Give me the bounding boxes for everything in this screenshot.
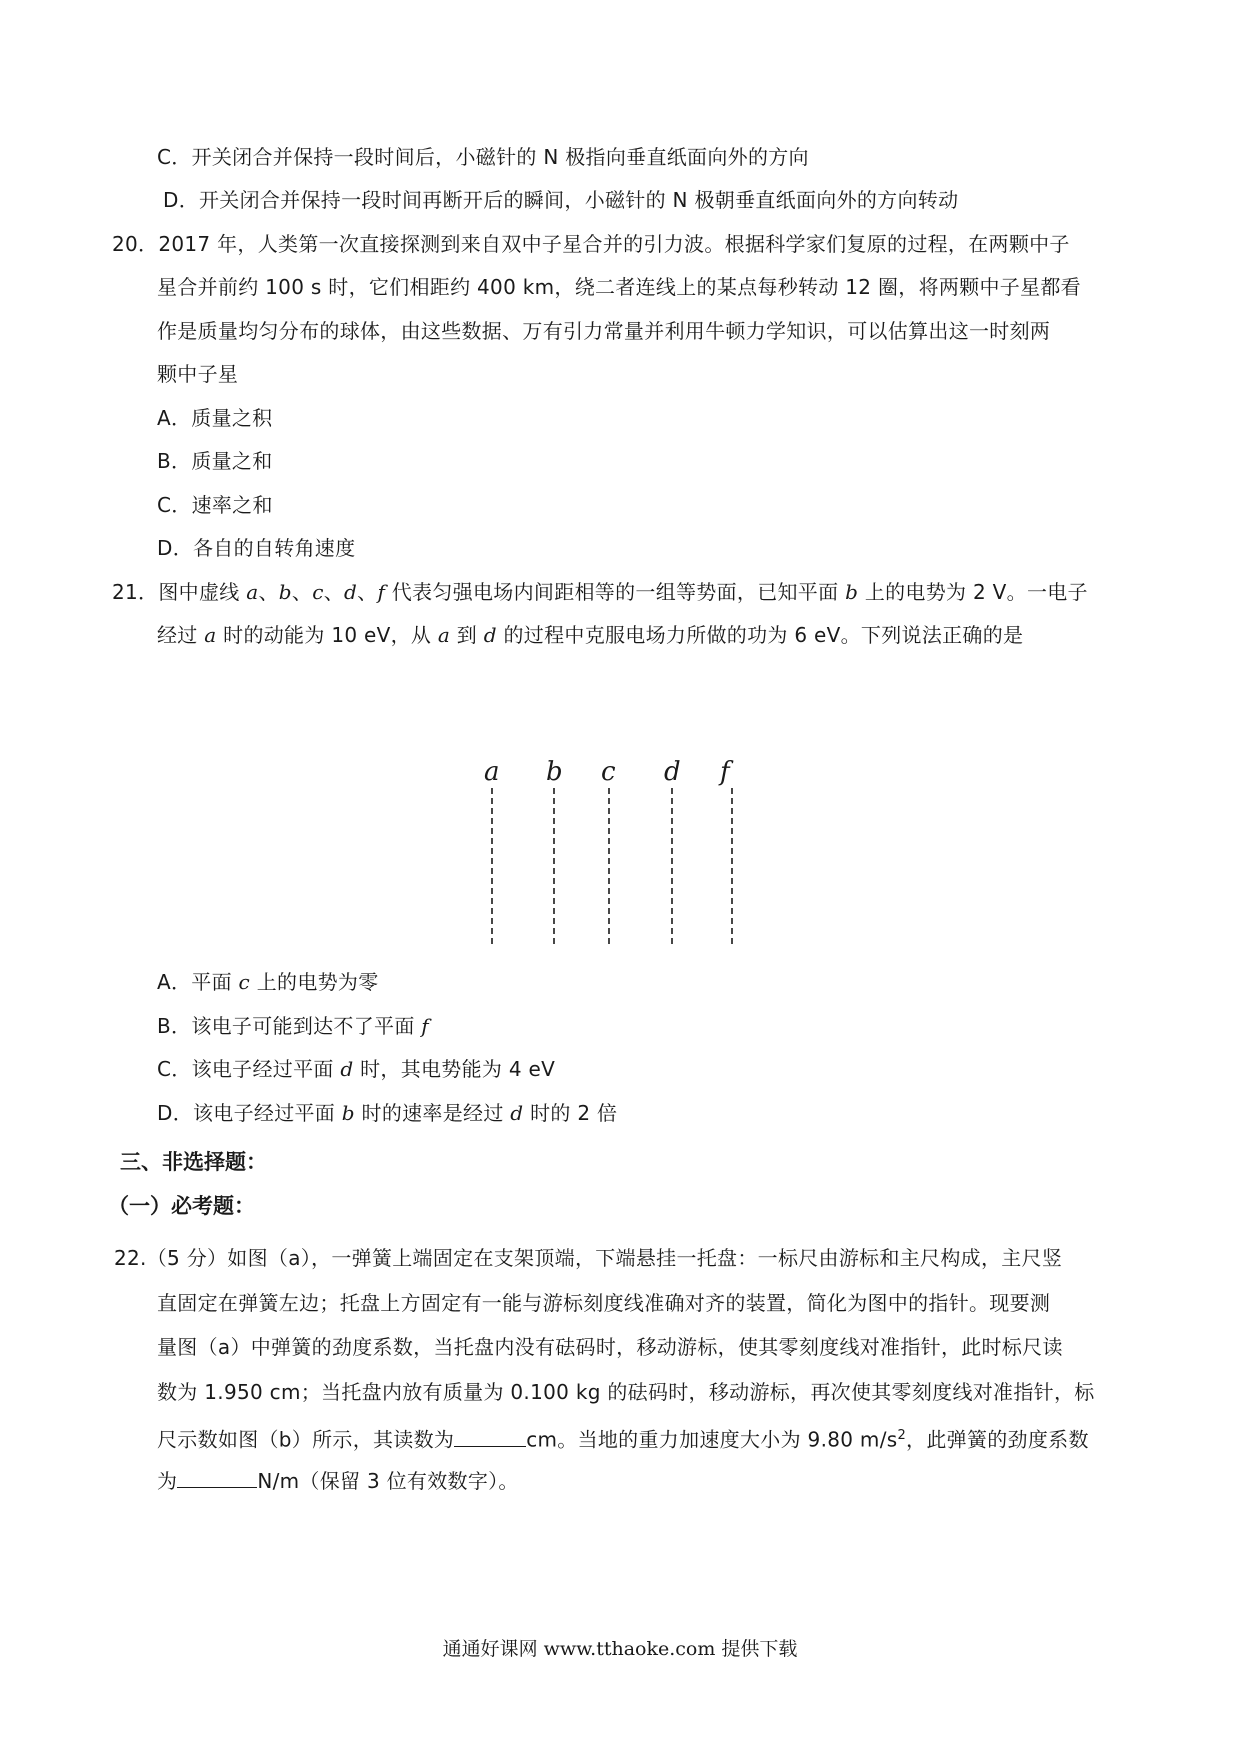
- var-a: a: [437, 623, 451, 647]
- figure-label-c: c: [601, 757, 616, 787]
- var-d: d: [483, 623, 497, 647]
- var-f: f: [377, 580, 386, 604]
- q22-number: 22.: [114, 1246, 147, 1270]
- var-b: b: [278, 580, 292, 604]
- q20-number: 20．: [112, 232, 159, 256]
- q21-option-a: A．平面 c 上的电势为零: [157, 970, 379, 994]
- figure-label-a: a: [484, 757, 500, 787]
- answer-blank-reading[interactable]: [454, 1426, 526, 1447]
- answer-blank-spring-constant[interactable]: [177, 1467, 257, 1488]
- q22-stem-line2: 直固定在弹簧左边；托盘上方固定有一能与游标刻度线准确对齐的装置，简化为图中的指针。现要测: [157, 1291, 1051, 1315]
- var-a: a: [246, 580, 259, 604]
- figure-label-b: b: [546, 757, 563, 787]
- q22-stem-line5: 尺示数如图（b）所示，其读数为 cm。当地的重力加速度大小为 9.80 $m/s^2$，此弹簧的劲度系数: [157, 1427, 1089, 1452]
- q22-stem-line4: 数为 1.950 cm；当托盘内放有质量为 0.100 kg 的砝码时，移动游标，再次使其零刻度线对准指针，标: [157, 1380, 1095, 1404]
- q20-stem-line2: 星合并前约 100 s 时，它们相距约 400 km，绕二者连线上的某点每秒转动 12 圈，将两颗中子星都看: [157, 275, 1081, 299]
- var-a: a: [204, 623, 217, 647]
- q20-option-a: A．质量之积: [157, 406, 273, 430]
- figure-label-d: d: [664, 757, 681, 787]
- q21-stem-line1: 21．图中虚线 a、b、c、d、f 代表匀强电场内间距相等的一组等势面，已知平面 b 上的电势为 2 V。一电子: [112, 580, 1088, 604]
- q20-text-1: 2017 年，人类第一次直接探测到来自双中子星合并的引力波。根据科学家们复原的过程，在两颗中子: [158, 232, 1070, 256]
- var-c: c: [312, 580, 324, 604]
- var-b: b: [845, 580, 859, 604]
- q20-stem-line1: [112, 230, 1070, 258]
- var-d: d: [344, 580, 358, 604]
- q21-option-c: C．该电子经过平面 d 时，其电势能为 4 eV: [157, 1057, 556, 1081]
- q22-stem-line3: 量图（a）中弹簧的劲度系数，当托盘内没有砝码时，移动游标，使其零刻度线对准指针，此时标尺读: [157, 1335, 1063, 1359]
- q20-stem-line3: 作是质量均匀分布的球体，由这些数据、万有引力常量并利用牛顿力学知识，可以估算出这一时刻两: [157, 319, 1051, 343]
- q20-option-b: B．质量之和: [157, 449, 273, 473]
- q21-stem-line2: 经过 a 时的动能为 10 eV，从 a 到 d 的过程中克服电场力所做的功为 6 eV。下列说法正确的是: [157, 623, 1024, 647]
- page-footer: 通通好课网 www.tthaoke.com 提供下载: [442, 1638, 798, 1660]
- q20-option-c: C．速率之和: [157, 493, 273, 517]
- figure-label-f: f: [720, 757, 730, 787]
- q22-stem-line1: 22.（5 分）如图（a），一弹簧上端固定在支架顶端，下端悬挂一托盘：一标尺由游标和主尺构成，主尺竖: [114, 1246, 1063, 1270]
- q21-option-b: B．该电子可能到达不了平面 f: [157, 1014, 429, 1038]
- q19-option-d: D．开关闭合并保持一段时间再断开后的瞬间，小磁针的 N 极朝垂直纸面向外的方向转动: [163, 188, 959, 212]
- q22-stem-line6: 为 N/m（保留 3 位有效数字）。: [157, 1469, 519, 1493]
- q21-number: 21．: [112, 580, 159, 604]
- required-questions-heading: （一）必考题：: [108, 1194, 255, 1218]
- q21-option-d: D．该电子经过平面 b 时的速率是经过 d 时的 2 倍: [157, 1101, 618, 1125]
- equipotential-figure: [470, 748, 770, 953]
- q20-stem-line4: 颗中子星: [157, 362, 239, 386]
- q20-option-d: D．各自的自转角速度: [157, 536, 356, 560]
- section-3-heading: 三、非选择题：: [120, 1150, 267, 1174]
- q19-option-c: C．开关闭合并保持一段时间后，小磁针的 N 极指向垂直纸面向外的方向: [157, 145, 809, 169]
